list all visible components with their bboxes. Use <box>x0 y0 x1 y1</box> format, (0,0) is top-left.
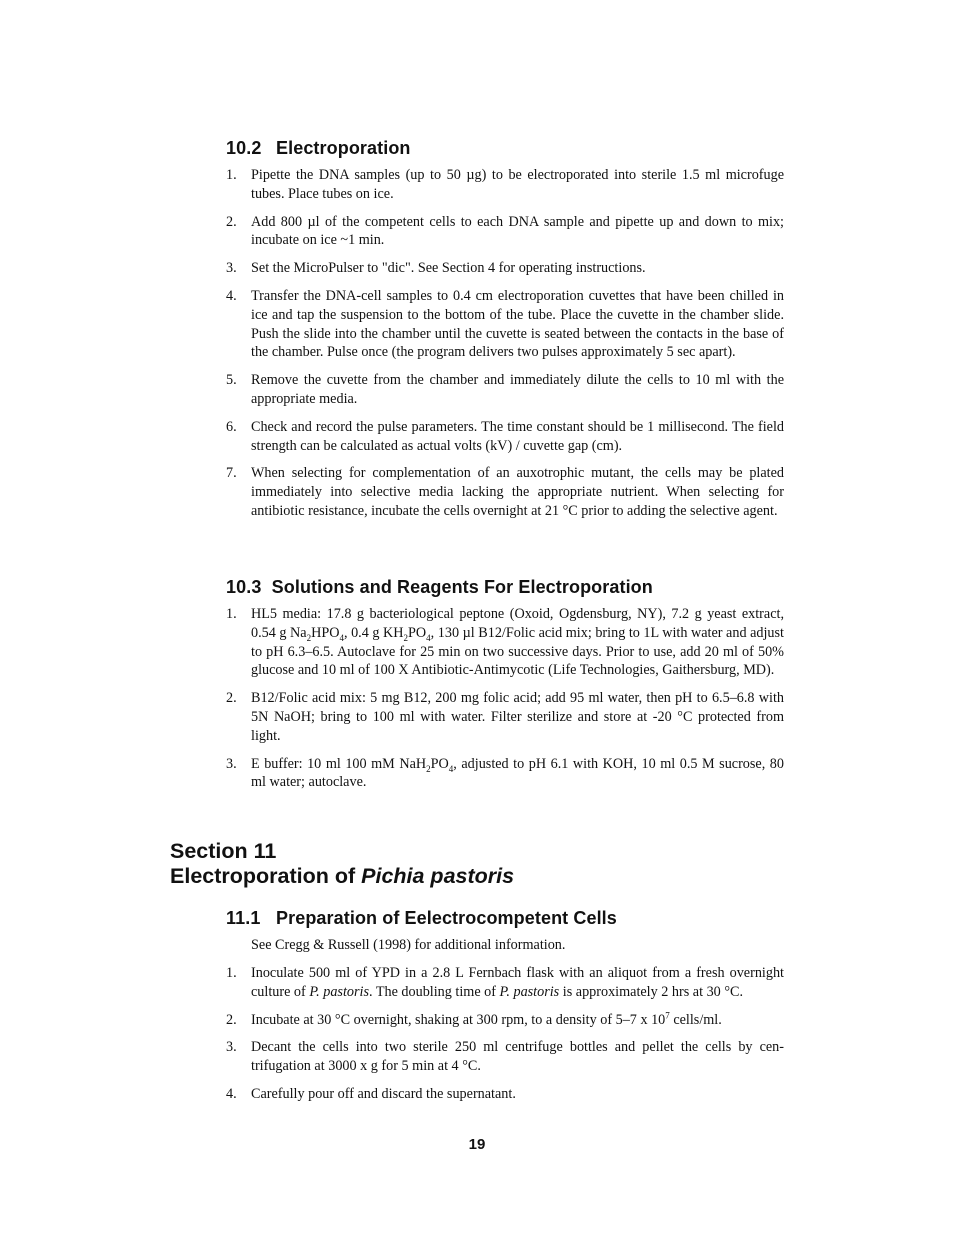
item-number: 4. <box>226 1085 237 1102</box>
section-10-2-title: Electroporation <box>276 138 411 158</box>
item-number: 7. <box>226 465 237 482</box>
item-text: Remove the cuvette from the chamber and immediately dilute the cells to 10 ml with the appropriate media. <box>251 372 784 407</box>
section-10-3-title: Solutions and Reagents For Electroporation <box>271 577 653 597</box>
competent-cells-steps-list <box>226 964 784 1113</box>
item-text: Add 800 µl of the competent cells to each DNA sample and pipette up and down to mix; incubate on ice ~1 min. <box>251 213 784 249</box>
list-item <box>226 259 784 278</box>
item-number: 2. <box>226 690 237 707</box>
page-number: 19 <box>468 1136 486 1153</box>
item-text: Set the MicroPulser to "dic". See Section 4 for operating instructions. <box>251 260 646 277</box>
item-text: Pipette the DNA samples (up to 50 µg) to be electroporated into sterile 1.5 ml microfuge tubes. Place tubes on ice. <box>251 167 784 202</box>
text-run: . The doubling time of <box>368 983 500 1000</box>
text-run: Inoculate 500 ml of YPD in a 2.8 L Fernbach flask with an aliquot from a fresh overnight culture of <box>251 965 784 1000</box>
subscript: 2 <box>403 632 409 643</box>
list-item <box>226 213 784 251</box>
item-number: 1. <box>226 167 237 183</box>
text-run: , 0.4 g KH <box>343 624 404 641</box>
section-11-1-heading <box>226 908 617 929</box>
list-item <box>226 605 784 680</box>
section-11-1-title: Preparation of Eelectrocompetent Cells <box>276 908 617 928</box>
item-number: 2. <box>226 1011 237 1028</box>
electroporation-steps-list <box>226 166 784 530</box>
text-run: , adjusted to pH 6.1 with KOH, 10 ml 0.5 M sucrose, 80 ml water; autoclave. <box>251 755 784 791</box>
section-11-label: Section 11 <box>170 839 277 863</box>
subscript: 2 <box>306 632 312 643</box>
text-run: PO <box>408 624 427 641</box>
list-item <box>226 371 784 409</box>
section-11-1-intro: See Cregg & Russell (1998) for additional information. <box>251 937 566 953</box>
text-run: HPO <box>311 624 340 641</box>
list-item <box>226 755 784 793</box>
item-text: When selecting for complementation of an auxotrophic mutant, the cells may be plated immediately into selective media lacking the appropriate nutrient. When selecting for antibiotic resistance, incubate the cells overnight at 21 °C prior to adding the selective agent. <box>251 465 784 519</box>
section-10-3-heading <box>226 577 653 598</box>
subscript: 2 <box>426 763 431 774</box>
item-number: 2. <box>226 213 237 230</box>
item-number: 1. <box>226 965 237 981</box>
list-item <box>226 287 784 362</box>
item-text: Check and record the pulse parameters. The time constant should be 1 millisecond. The field strength can be calculated as actual volts (kV) / cuvette gap (cm). <box>251 418 784 454</box>
section-11-1-number: 11.1 <box>226 908 261 928</box>
text-run: HL5 media: 17.8 g bacteriological peptone (Oxoid, Ogdensburg, NY), 7.2 g yeast extract, 0.54 g Na <box>251 606 784 641</box>
list-item <box>226 1011 784 1030</box>
text-run: E buffer: 10 ml 100 mM NaH <box>251 755 427 772</box>
list-item <box>226 464 784 520</box>
text-run: , 130 µl B12/Folic acid mix; bring to 1L with water and adjust to pH 6.3–6.5. Autoclave for 25 min on two successive days. Prior to use, add 20 ml of 50% glucose and 10 ml of 100 X Antibiotic-Antimycotic (Life Technologies, Gaithersburg, MD). <box>251 624 784 679</box>
section-11-title-prefix: Electroporation of <box>170 864 362 888</box>
text-run: Incubate at 30 °C overnight, shaking at 300 rpm, to a density of 5–7 x 10 <box>251 1011 666 1028</box>
list-item <box>226 418 784 456</box>
section-11-title-italic: Pichia pastoris <box>361 864 515 888</box>
section-10-2-heading <box>226 138 411 159</box>
section-10-2-number: 10.2 <box>226 138 262 158</box>
item-number: 5. <box>226 372 237 389</box>
item-text: Transfer the DNA-cell samples to 0.4 cm electroporation cuvettes that have been chilled in ice and tap the suspension to the bottom of the tube. Place the cuvette in the chamber slide. Push the slide into the chamber until the cuvette is seated between the contacts in the base of the chamber. Pulse once (the program delivers two pulses approximately 5 sec apart). <box>251 287 784 361</box>
item-number: 6. <box>226 418 237 435</box>
superscript: 7 <box>665 1009 670 1020</box>
item-number: 1. <box>226 606 237 622</box>
item-text: Decant the cells into two sterile 250 ml centrifuge bottles and pellet the cells by cen-trifugation at 3000 x g for 5 min at 4 °C. <box>251 1039 784 1075</box>
item-number: 3. <box>226 260 237 277</box>
list-item <box>226 689 784 745</box>
item-text: Carefully pour off and discard the supernatant. <box>251 1085 516 1102</box>
list-item <box>226 1038 784 1076</box>
text-run: is approximately 2 hrs at 30 °C. <box>559 983 743 1000</box>
section-11-heading <box>170 839 514 889</box>
item-number: 3. <box>226 1039 237 1056</box>
section-10-3-number: 10.3 <box>226 577 262 597</box>
subscript: 4 <box>448 763 454 774</box>
item-text <box>251 964 784 1002</box>
item-text: B12/Folic acid mix: 5 mg B12, 200 mg folic acid; add 95 ml water, then pH to 6.5–6.8 with 5N NaOH; bring to 100 ml with water. Filter sterilize and store at -20 °C protected from light. <box>251 690 784 744</box>
item-text <box>251 605 784 680</box>
item-number: 3. <box>226 755 237 772</box>
text-run: PO <box>430 755 449 772</box>
species-name: P. pastoris <box>309 983 369 1000</box>
subscript: 4 <box>426 632 431 643</box>
item-text <box>251 1011 784 1030</box>
list-item <box>226 1085 784 1104</box>
list-item <box>226 964 784 1002</box>
item-number: 4. <box>226 287 237 304</box>
list-item <box>226 166 784 204</box>
solutions-list <box>226 605 784 801</box>
subscript: 4 <box>339 632 344 643</box>
species-name: P. pastoris <box>499 983 560 1000</box>
item-text <box>251 755 784 793</box>
text-run: cells/ml. <box>669 1011 722 1028</box>
